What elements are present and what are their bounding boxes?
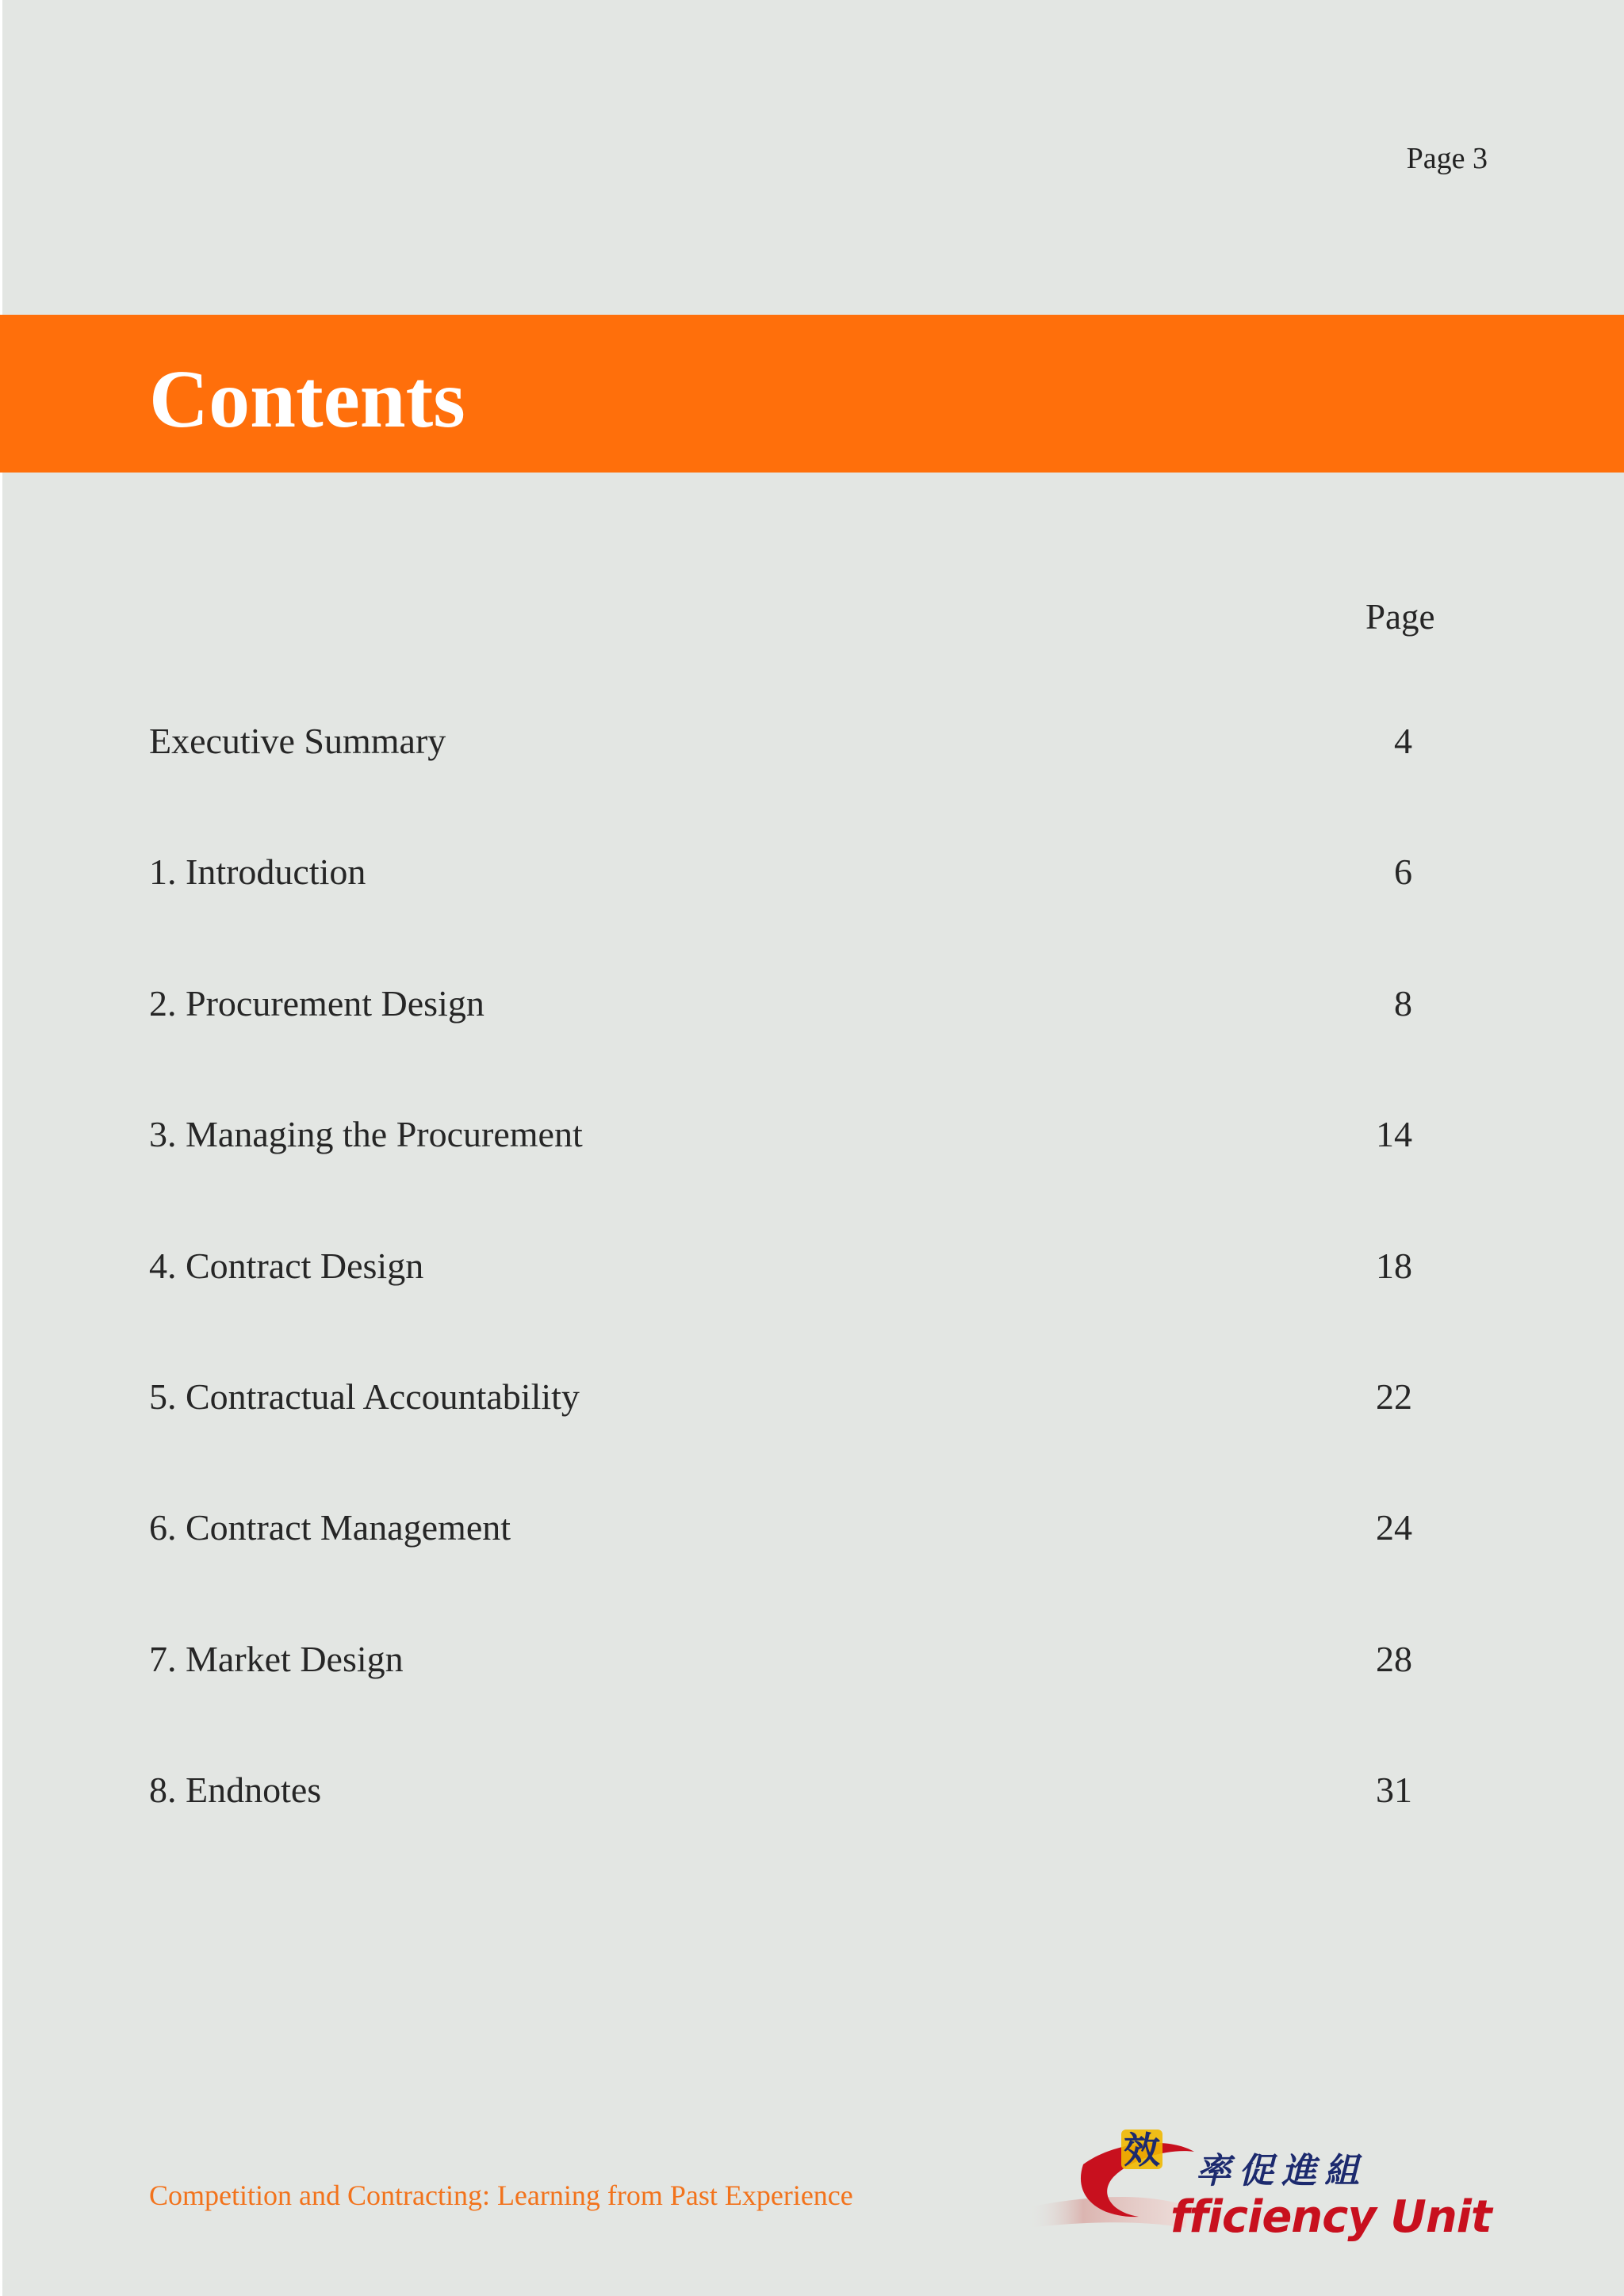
toc-entry-page: 22: [1376, 1376, 1412, 1417]
toc-entry[interactable]: [149, 720, 1418, 851]
toc-entry[interactable]: [149, 851, 1418, 982]
toc-entry-page: 18: [1376, 1245, 1412, 1286]
page-column-header: Page: [1365, 597, 1435, 637]
logo-english-text: fficiency Unit: [1170, 2191, 1492, 2243]
toc-entry-title: 7. Market Design: [149, 1638, 404, 1679]
page-title: Contents: [149, 354, 465, 445]
logo-chinese-text: 率促進組: [1196, 2151, 1367, 2191]
toc-entry-title: 8. Endnotes: [149, 1770, 322, 1811]
toc-entry-page: 6: [1394, 851, 1412, 893]
svg-text:效: 效: [1124, 2129, 1160, 2172]
toc-entry-page: 24: [1376, 1507, 1412, 1548]
toc-entry-title: 5. Contractual Accountability: [149, 1376, 580, 1417]
page-number: Page 3: [1406, 142, 1488, 175]
toc-entry-title: 1. Introduction: [149, 851, 366, 893]
efficiency-unit-logo: [1028, 2118, 1492, 2253]
toc-entry-page: 8: [1394, 982, 1412, 1024]
toc-entry-title: 4. Contract Design: [149, 1245, 424, 1286]
toc-entry-page: 4: [1394, 721, 1412, 761]
toc-entry[interactable]: [149, 1769, 1418, 1900]
toc-entry[interactable]: [149, 1113, 1418, 1244]
table-of-contents: [149, 720, 1418, 1900]
toc-entry-title: 3. Managing the Procurement: [149, 1114, 583, 1155]
toc-entry[interactable]: [149, 1245, 1418, 1376]
toc-entry[interactable]: [149, 1638, 1418, 1769]
toc-entry-title: 2. Procurement Design: [149, 982, 485, 1024]
toc-entry[interactable]: [149, 982, 1418, 1113]
toc-entry[interactable]: [149, 1506, 1418, 1637]
toc-entry-page: 31: [1376, 1770, 1412, 1811]
publication-title: Competition and Contracting: Learning from Past Experience: [149, 2179, 853, 2211]
toc-entry[interactable]: [149, 1376, 1418, 1506]
toc-entry-title: 6. Contract Management: [149, 1507, 511, 1548]
toc-entry-page: 28: [1376, 1638, 1412, 1679]
toc-entry-title: Executive Summary: [149, 721, 446, 761]
toc-entry-page: 14: [1376, 1114, 1412, 1155]
